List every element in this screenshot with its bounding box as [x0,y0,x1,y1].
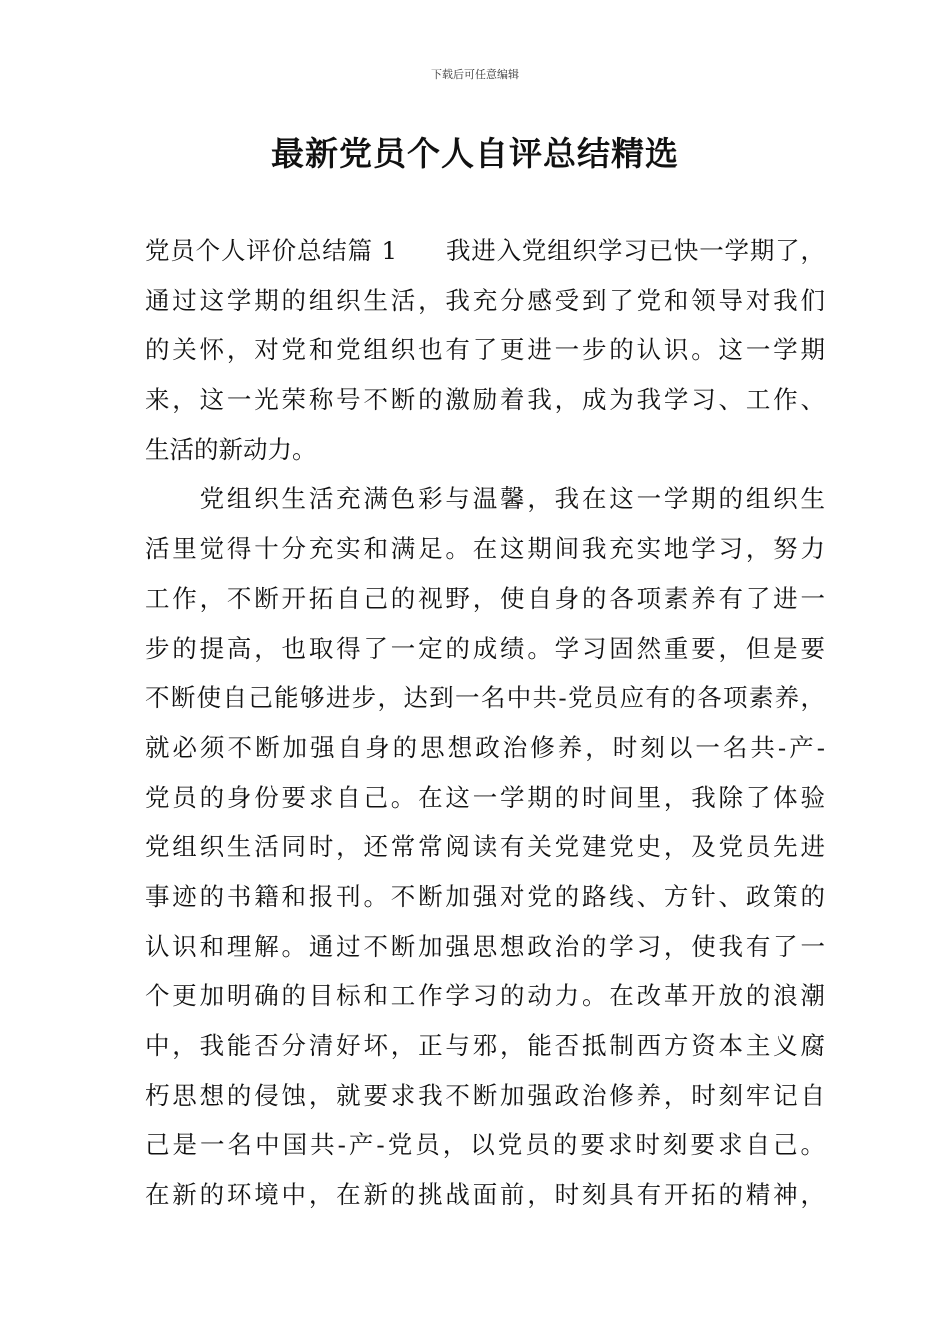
paragraph-1-line-3: 的关怀，对党和党组织也有了更进一步的认识。这一学期 [145,335,825,365]
paragraph-2-line-12: 中，我能否分清好坏，正与邪，能否抵制西方资本主义腐 [145,1031,825,1060]
paragraph-2-line-10: 认识和理解。通过不断加强思想政治的学习，使我有了一 [145,931,825,961]
paragraph-2-line-11: 个更加明确的目标和工作学习的动力。在改革开放的浪潮 [145,981,825,1011]
paragraph-1-line-2: 通过这学期的组织生活，我充分感受到了党和领导对我们 [145,285,825,315]
paragraph-1-line-5: 生活的新动力。 [145,434,317,464]
paragraph-1-text-1: 我进入党组织学习已快一学期了， [445,236,825,265]
paragraph-1-line-4: 来，这一光荣称号不断的激励着我，成为我学习、工作、 [145,385,825,415]
paragraph-2-line-1: 党组织生活充满色彩与温馨，我在这一学期的组织生 [145,484,825,514]
paragraph-2-line-6: 就必须不断加强自身的思想政治修养，时刻以一名共-产- [145,732,825,762]
paragraph-2-line-8: 党组织生活同时，还常常阅读有关党建党史，及党员先进 [145,832,825,862]
header-note: 下载后可任意编辑 [431,68,519,81]
paragraph-2-line-3: 工作，不断开拓自己的视野，使自身的各项素养有了进一 [145,583,825,613]
paragraph-2-line-4: 步的提高，也取得了一定的成绩。学习固然重要，但是要 [145,633,825,663]
paragraph-1-line-1 [145,226,825,276]
document-title: 最新党员个人自评总结精选 [271,134,679,173]
paragraph-2-line-13: 朽思想的侵蚀，就要求我不断加强政治修养，时刻牢记自 [145,1080,825,1110]
paragraph-2-line-9: 事迹的书籍和报刊。不断加强对党的路线、方针、政策的 [145,881,825,911]
section-heading: 党员个人评价总结篇 1 [145,236,398,265]
paragraph-2-line-14: 己是一名中国共-产-党员，以党员的要求时刻要求自己。 [145,1130,825,1160]
paragraph-2-line-15: 在新的环境中，在新的挑战面前，时刻具有开拓的精神， [145,1180,825,1210]
paragraph-2-line-7: 党员的身份要求自己。在这一学期的时间里，我除了体验 [145,782,825,812]
paragraph-2-line-5: 不断使自己能够进步，达到一名中共-党员应有的各项素养， [145,683,825,713]
document-body [145,226,825,1220]
paragraph-2-line-2: 活里觉得十分充实和满足。在这期间我充实地学习，努力 [145,534,825,564]
